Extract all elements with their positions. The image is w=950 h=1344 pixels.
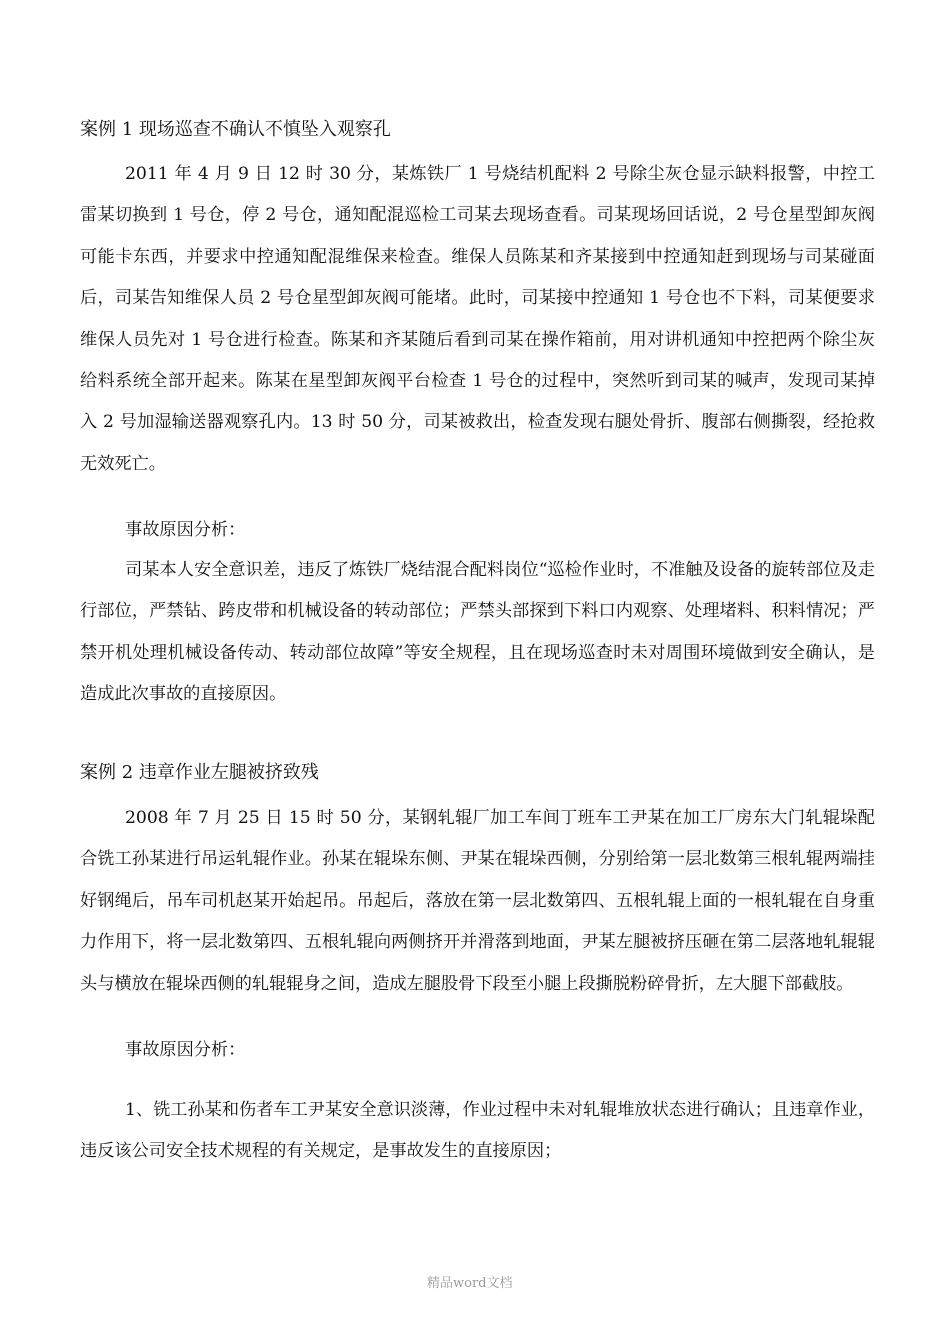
case2-analysis-heading: 事故原因分析： xyxy=(125,1040,246,1060)
case1-analysis: 司某本人安全意识差，违反了炼铁厂烧结混合配料岗位“巡检作业时，不准触及设备的旋转部位及走行部位，严禁钻、跨皮带和机械设备的转动部位；严禁头部探到下料口内观察、处理堵料、积料情况；严禁开机处理机械设备传动、转动部位故障”等安全规程，且在现场巡查时未对周围环境做到安全确认，是造成此次事故的直接原因。 xyxy=(80,560,875,705)
case2-analysis-item-1: 1、铣工孙某和伤者车工尹某安全意识淡薄，作业过程中未对轧辊堆放状态进行确认；且违章作业，违反该公司安全技术规程的有关规定，是事故发生的直接原因； xyxy=(80,1100,876,1162)
footer-watermark: 精品word文档 xyxy=(427,1276,513,1291)
case1-analysis-heading: 事故原因分析： xyxy=(125,520,246,540)
case2-narrative: 2008 年 7 月 25 日 15 时 50 分，某钢轧辊厂加工车间丁班车工尹某在加工厂房东大门轧辊垛配合铣工孙某进行吊运轧辊作业。孙某在辊垛东侧、尹某在辊垛西侧，分别给第一层北数第三根轧辊两端挂好钢绳后，吊车司机赵某开始起吊。吊起后，落放在第一层北数第四、五根轧辊上面的一根轧辊在自身重力作用下，将一层北数第四、五根轧辊向两侧挤开并滑落到地面，尹某左腿被挤压砸在第二层落地轧辊辊头与横放在辊垛西侧的轧辊辊身之间，造成左腿股骨下段至小腿上段撕脱粉碎骨折，左大腿下部截肢。 xyxy=(80,808,875,994)
case2-title: 案例 2 违章作业左腿被挤致残 xyxy=(80,762,319,783)
case1-title: 案例 1 现场巡查不确认不慎坠入观察孔 xyxy=(80,119,391,140)
case1-narrative: 2011 年 4 月 9 日 12 时 30 分，某炼铁厂 1 号烧结机配料 2 号除尘灰仓显示缺料报警，中控工雷某切换到 1 号仓，停 2 号仓，通知配混巡检工司某去现场查看。司某现场回话说，2 号仓星型卸灰阀可能卡东西，并要求中控通知配混维保来检查。维保人员陈某和齐某接到中控通知赶到现场与司某碰面后，司某告知维保人员 2 号仓星型卸灰阀可能堵。此时，司某接中控通知 1 号仓也不下料，司某便要求维保人员先对 1 号仓进行检查。陈某和齐某随后看到司某在操作箱前，用对讲机通知中控把两个除尘灰给料系统全部开起来。陈某在星型卸灰阀平台检查 1 号仓的过程中，突然听到司某的喊声，发现司某掉入 2 号加湿输送器观察孔内。13 时 50 分，司某被救出，检查发现右腿处骨折、腹部右侧撕裂，经抢救无效死亡。 xyxy=(80,164,875,474)
